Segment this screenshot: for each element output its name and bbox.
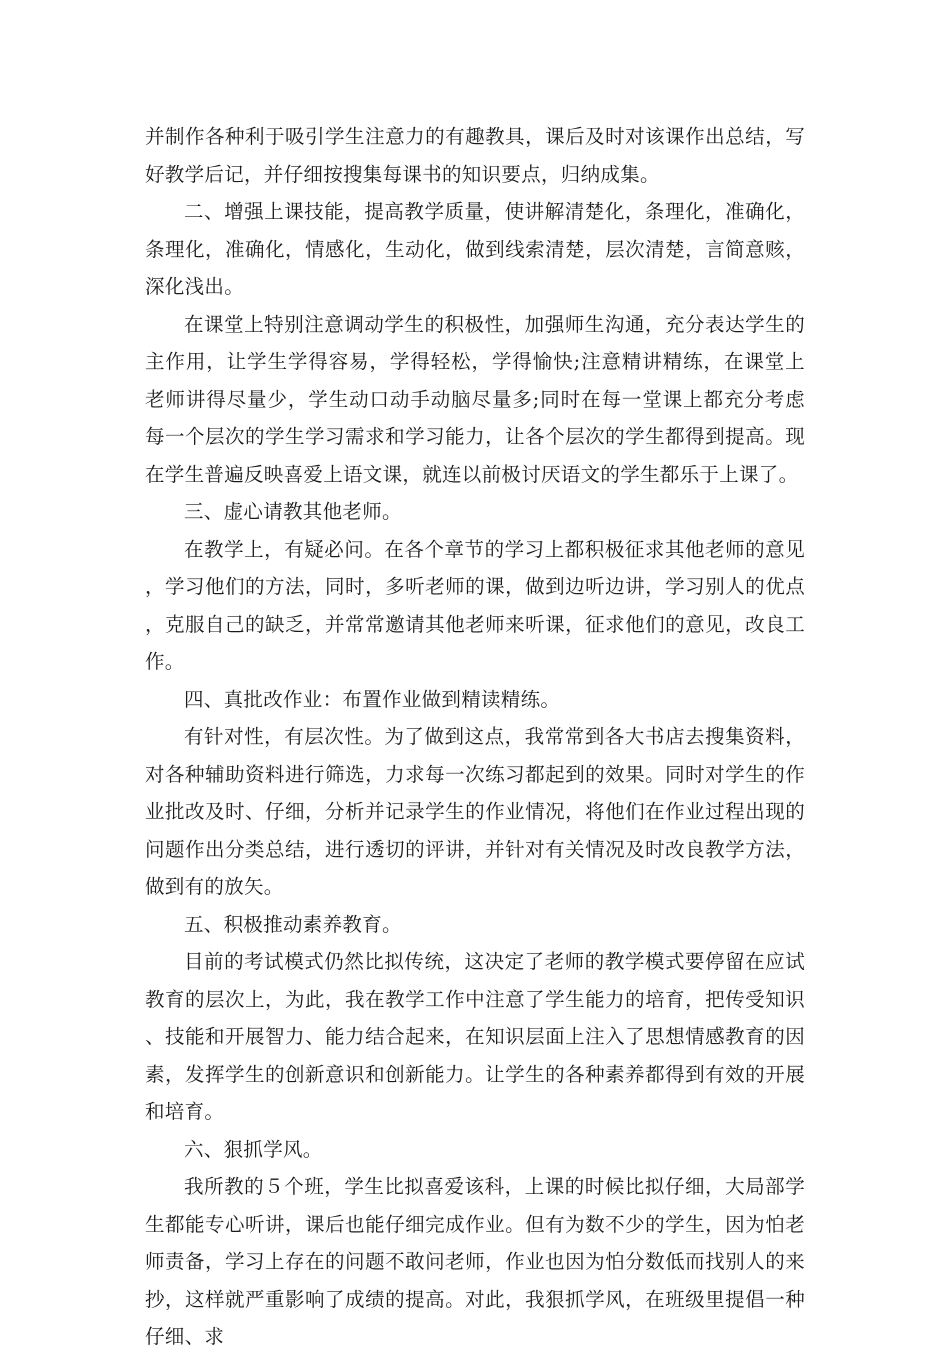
paragraph-3: 在课堂上特别注意调动学生的积极性，加强师生沟通，充分表达学生的主作用，让学生学得容易，学得轻松，学得愉快;注意精讲精练，在课堂上老师讲得尽量少，学生动口动手动脑尽量多;同时在每一堂课上都充分考虑每一个层次的学生学习需求和学习能力，让各个层次的学生都得到提高。现在学生普遍反映喜爱上语文课，就连以前极讨厌语文的学生都乐于上课了。: [145, 312, 805, 486]
paragraph-7: 有针对性，有层次性。为了做到这点，我常常到各大书店去搜集资料，对各种辅助资料进行筛选，力求每一次练习都起到的效果。同时对学生的作业批改及时、仔细，分析并记录学生的作业情况，将他们在作业过程出现的问题作出分类总结，进行透切的评讲，并针对有关情况及时改良教学方法，做到有的放矢。: [145, 725, 805, 898]
paragraph-1: 并制作各种利于吸引学生注意力的有趣教具，课后及时对该课作出总结，写好教学后记，并仔细按搜集每课书的知识要点，归纳成集。: [145, 125, 805, 186]
paragraph-2-heading: 二、增强上课技能，提高教学质量，使讲解清楚化，条理化，准确化，条理化，准确化，情感化，生动化，做到线索清楚，层次清楚，言简意赅，深化浅出。: [145, 200, 805, 298]
paragraph-9: 目前的考试模式仍然比拟传统，这决定了老师的教学模式要停留在应试教育的层次上，为此，我在教学工作中注意了学生能力的培育，把传受知识、技能和开展智力、能力结合起来，在知识层面上注入了思想情感教育的因素，发挥学生的创新意识和创新能力。让学生的各种素养都得到有效的开展和培育。: [145, 950, 805, 1123]
paragraph-4-heading: 三、虚心请教其他老师。: [184, 500, 402, 523]
paragraph-10-heading: 六、狠抓学风。: [184, 1137, 323, 1161]
paragraph-8-heading: 五、积极推动素养教育。: [184, 912, 402, 936]
paragraph-6-heading: 四、真批改作业：布置作业做到精读精练。: [184, 687, 561, 711]
paragraph-5: 在教学上，有疑必问。在各个章节的学习上都积极征求其他老师的意见，学习他们的方法，同时，多听老师的课，做到边听边讲，学习别人的优点，克服自己的缺乏，并常常邀请其他老师来听课，征求他们的意见，改良工作。: [145, 537, 805, 673]
paragraph-11: 我所教的５个班，学生比拟喜爱该科，上课的时候比拟仔细，大局部学生都能专心听讲，课后也能仔细完成作业。但有为数不少的学生，因为怕老师责备，学习上存在的问题不敢问老师，作业也因为怕分数低而找别人的来抄，这样就严重影响了成绩的提高。对此，我狠抓学风，在班级里提倡一种仔细、求: [145, 1175, 805, 1348]
document-body: [145, 118, 805, 1356]
